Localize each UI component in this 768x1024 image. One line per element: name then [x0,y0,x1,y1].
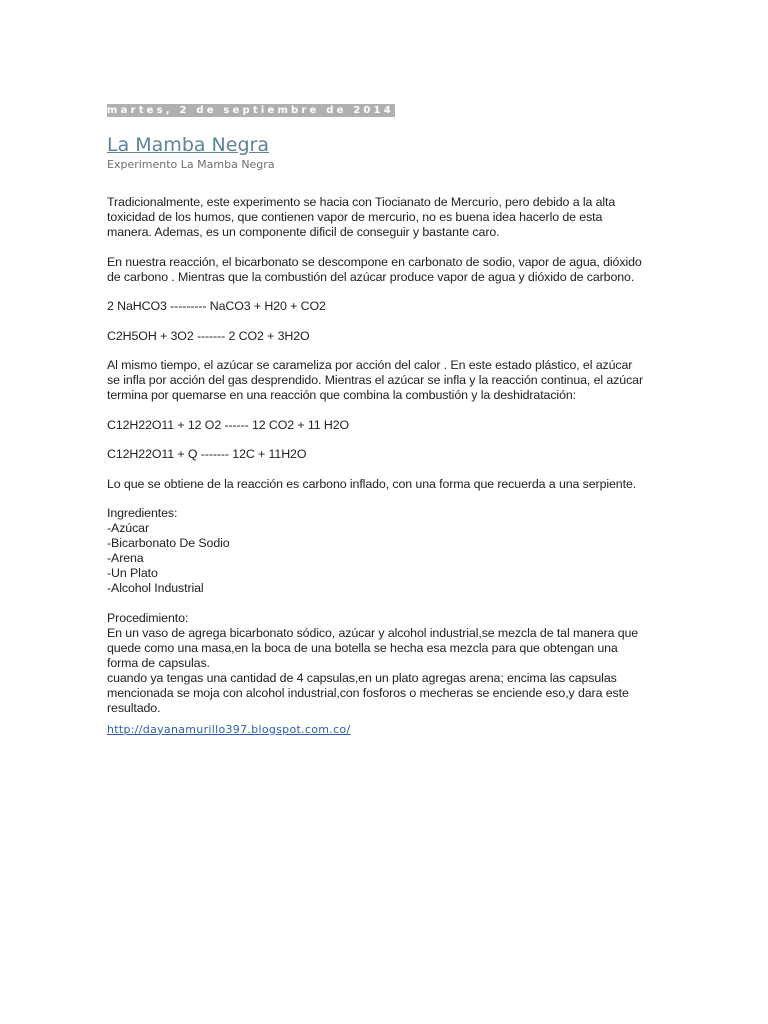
text-line: En un vaso de agrega bicarbonato sódico, azúcar y alcohol industrial,se mezcla de tal manera que [107,625,639,640]
list-item: -Alcohol Industrial [107,581,204,595]
text-line: cuando ya tengas una cantidad de 4 capsulas,en un plato agregas arena; encima las capsulas [107,670,617,685]
text-line: Tradicionalmente, este experimento se hacia con Tiocianato de Mercurio, pero debido a la alta [107,195,616,209]
equation-2: C2H5OH + 3O2 ------- 2 CO2 + 3H2O [107,328,310,343]
reaction-paragraph [107,255,667,285]
ingredients-list [107,506,667,596]
equation-4: C12H22O11 + Q ------- 12C + 11H2O [107,447,307,461]
equation-1: 2 NaHCO3 --------- NaCO3 + H20 + CO2 [107,299,326,313]
post-title[interactable]: La Mamba Negra [107,134,269,156]
list-item: -Un Plato [107,566,158,580]
text-line: mencionada se moja con alcohol industrial,con fosforos o mecheras se enciende eso,y dara este [107,685,629,700]
post-subtitle: Experimento La Mamba Negra [107,158,275,171]
blog-post [107,100,667,737]
text-line: Al mismo tiempo, el azúcar se carameliza por acción del calor . En este estado plástico, el azúcar [107,358,633,372]
blog-link[interactable]: http://dayanamurillo397.blogspot.com.co/ [107,722,351,736]
list-item: -Azúcar [107,521,149,535]
list-item: -Arena [107,551,144,565]
procedure-section [107,611,667,716]
list-item: -Bicarbonato De Sodio [107,536,230,550]
text-line: En nuestra reacción, el bicarbonato se descompone en carbonato de sodio, vapor de agua, dióxido [107,254,642,269]
post-date: martes, 2 de septiembre de 2014 [107,105,394,116]
ingredients-heading: Ingredientes: [107,506,178,520]
text-line: se infla por acción del gas desprendido. Mientras el azúcar se infla y la reacción continua, el azúcar [107,373,643,387]
post-body [107,195,667,716]
text-line: de carbono . Mientras que la combustión del azúcar produce vapor de agua y dióxido de carbono. [107,269,635,284]
procedure-heading: Procedimiento: [107,610,189,625]
text-line: manera. Ademas, es un componente dificil de conseguir y bastante caro. [107,225,500,239]
text-line: resultado. [107,700,161,715]
text-line: quede como una masa,en la boca de una botella se hecha esa mezcla para que obtengan una [107,640,618,655]
equation-3: C12H22O11 + 12 O2 ------ 12 CO2 + 11 H2O [107,417,350,432]
text-line: toxicidad de los humos, que contienen vapor de mercurio, no es buena idea hacerlo de esta [107,210,603,224]
intro-paragraph [107,195,667,240]
caramel-paragraph [107,358,667,403]
text-line: forma de capsulas. [107,655,210,670]
text-line: termina por quemarse en una reacción que combina la combustión y la deshidratación: [107,388,577,402]
result-paragraph: Lo que se obtiene de la reacción es carbono inflado, con una forma que recuerda a una serpiente. [107,476,637,491]
